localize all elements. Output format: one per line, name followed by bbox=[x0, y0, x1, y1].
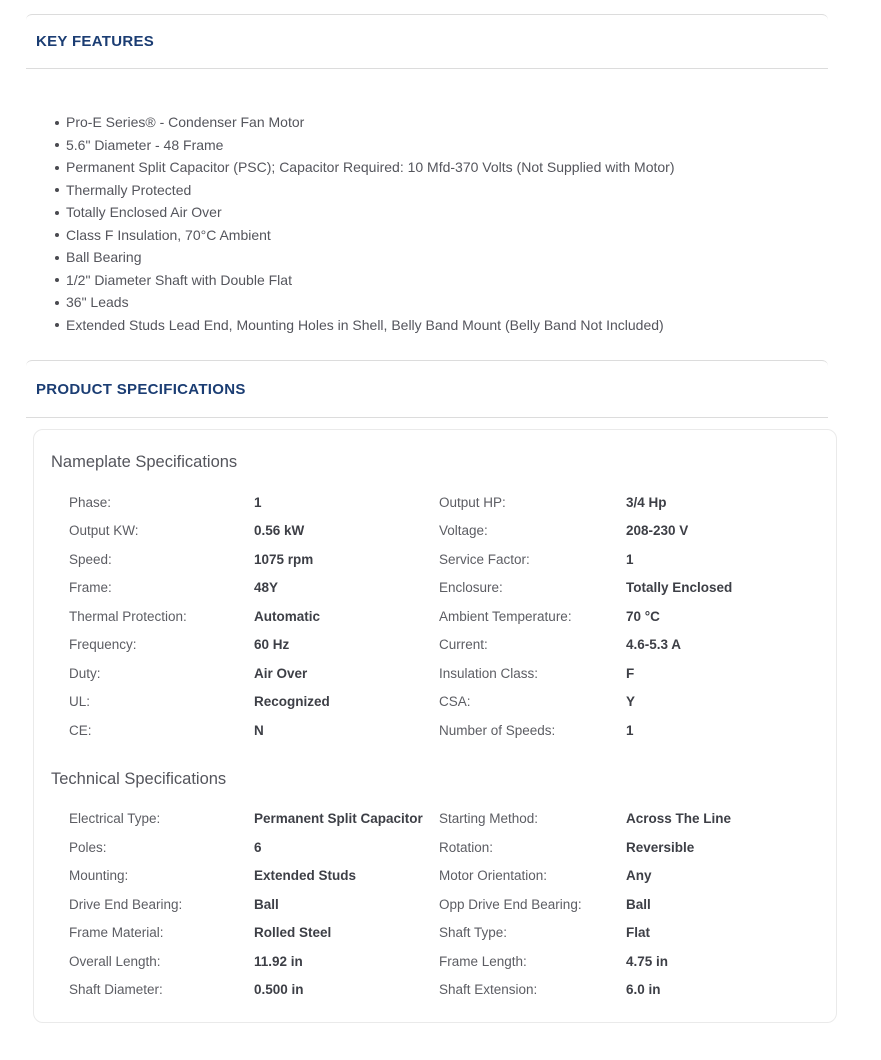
spec-label: Starting Method: bbox=[439, 811, 539, 827]
spec-value: Ball bbox=[254, 896, 279, 912]
spec-row bbox=[34, 805, 836, 834]
spec-row bbox=[34, 919, 836, 948]
feature-item: Class F Insulation, 70°C Ambient bbox=[55, 224, 828, 247]
feature-item: 1/2" Diameter Shaft with Double Flat bbox=[55, 269, 828, 292]
spec-label: Frame Length: bbox=[439, 953, 527, 969]
spec-row bbox=[34, 488, 836, 517]
spec-row bbox=[34, 688, 836, 717]
spec-value: Air Over bbox=[254, 665, 308, 681]
spec-label: Voltage: bbox=[439, 523, 488, 539]
spec-value: 48Y bbox=[254, 580, 279, 596]
spec-value: Extended Studs bbox=[254, 868, 357, 884]
product-specifications-header bbox=[26, 361, 828, 418]
spec-value: 60 Hz bbox=[254, 637, 290, 653]
spec-label: Phase: bbox=[69, 494, 112, 510]
spec-row bbox=[34, 659, 836, 688]
spec-table bbox=[34, 805, 836, 1005]
spec-label: Current: bbox=[439, 637, 488, 653]
spec-label: Speed: bbox=[69, 551, 112, 567]
key-features-title: KEY FEATURES bbox=[36, 33, 155, 50]
feature-item: Ball Bearing bbox=[55, 246, 828, 269]
spec-value: Flat bbox=[626, 925, 651, 941]
spec-row bbox=[34, 545, 836, 574]
feature-item: Totally Enclosed Air Over bbox=[55, 201, 828, 224]
spec-value: 208-230 V bbox=[626, 523, 689, 539]
spec-value: Permanent Split Capacitor bbox=[254, 811, 423, 827]
spec-label: Poles: bbox=[69, 839, 107, 855]
spec-label: Service Factor: bbox=[439, 551, 530, 567]
spec-value: F bbox=[626, 665, 635, 681]
spec-row bbox=[34, 976, 836, 1005]
spec-value: Totally Enclosed bbox=[626, 580, 733, 596]
spec-row bbox=[34, 631, 836, 660]
spec-label: Duty: bbox=[69, 665, 101, 681]
spec-row bbox=[34, 833, 836, 862]
spec-value: Reversible bbox=[626, 839, 695, 855]
spec-label: Shaft Extension: bbox=[439, 982, 538, 998]
spec-value: 4.75 in bbox=[626, 953, 669, 969]
key-features-body bbox=[26, 69, 828, 360]
spec-label: Electrical Type: bbox=[69, 811, 161, 827]
spec-label: Mounting: bbox=[69, 868, 129, 884]
feature-item: 36" Leads bbox=[55, 291, 828, 314]
spec-value: 1075 rpm bbox=[254, 551, 314, 567]
spec-value: Rolled Steel bbox=[254, 925, 332, 941]
feature-item: Pro-E Series® - Condenser Fan Motor bbox=[55, 111, 828, 134]
spec-value: 11.92 in bbox=[254, 953, 303, 969]
feature-item: Extended Studs Lead End, Mounting Holes in Shell, Belly Band Mount (Belly Band Not Included) bbox=[55, 314, 828, 337]
spec-row bbox=[34, 947, 836, 976]
feature-item: Permanent Split Capacitor (PSC); Capacitor Required: 10 Mfd-370 Volts (Not Supplied with Motor) bbox=[55, 156, 828, 179]
spec-row bbox=[34, 862, 836, 891]
spec-label: Number of Speeds: bbox=[439, 722, 556, 738]
key-features-header bbox=[26, 15, 828, 69]
spec-row bbox=[34, 517, 836, 546]
specs-box bbox=[33, 429, 837, 1023]
spec-label: Thermal Protection: bbox=[69, 608, 187, 624]
spec-section-title: Nameplate Specifications bbox=[51, 453, 238, 471]
spec-label: Drive End Bearing: bbox=[69, 896, 183, 912]
spec-value: 6 bbox=[254, 839, 262, 855]
spec-label: Rotation: bbox=[439, 839, 494, 855]
spec-row bbox=[34, 890, 836, 919]
spec-label: Ambient Temperature: bbox=[439, 608, 572, 624]
spec-value: 1 bbox=[254, 494, 262, 510]
spec-value: 1 bbox=[626, 551, 634, 567]
key-features-section bbox=[26, 14, 828, 360]
spec-label: Frame: bbox=[69, 580, 112, 596]
spec-label: Frame Material: bbox=[69, 925, 164, 941]
product-specifications-title: PRODUCT SPECIFICATIONS bbox=[36, 380, 246, 398]
spec-value: 0.56 kW bbox=[254, 523, 305, 539]
spec-label: Motor Orientation: bbox=[439, 868, 548, 884]
spec-value: 70 °C bbox=[626, 608, 660, 624]
spec-label: UL: bbox=[69, 694, 91, 710]
spec-label: Overall Length: bbox=[69, 953, 161, 969]
spec-row bbox=[34, 716, 836, 745]
key-features-list bbox=[55, 111, 828, 336]
spec-label: CE: bbox=[69, 722, 92, 738]
feature-item: Thermally Protected bbox=[55, 179, 828, 202]
feature-item: 5.6" Diameter - 48 Frame bbox=[55, 134, 828, 157]
spec-value: 4.6-5.3 A bbox=[626, 637, 682, 653]
spec-row bbox=[34, 602, 836, 631]
spec-value: N bbox=[254, 722, 264, 738]
spec-value: 3/4 Hp bbox=[626, 494, 667, 510]
spec-value: Ball bbox=[626, 896, 651, 912]
spec-value: 6.0 in bbox=[626, 982, 661, 998]
spec-label: Insulation Class: bbox=[439, 665, 539, 681]
spec-label: Shaft Diameter: bbox=[69, 982, 163, 998]
spec-value: 1 bbox=[626, 722, 634, 738]
spec-value: Across The Line bbox=[626, 811, 732, 827]
spec-label: Frequency: bbox=[69, 637, 137, 653]
spec-section-title: Technical Specifications bbox=[51, 769, 227, 788]
spec-label: CSA: bbox=[439, 694, 471, 710]
spec-label: Shaft Type: bbox=[439, 925, 508, 941]
spec-table bbox=[34, 488, 836, 745]
spec-row bbox=[34, 574, 836, 603]
product-specifications-section bbox=[26, 360, 828, 418]
spec-value: 0.500 in bbox=[254, 982, 304, 998]
spec-label: Output KW: bbox=[69, 523, 139, 539]
spec-label: Output HP: bbox=[439, 494, 506, 510]
spec-value: Automatic bbox=[254, 608, 321, 624]
spec-value: Y bbox=[626, 694, 636, 710]
spec-value: Any bbox=[626, 868, 652, 884]
spec-value: Recognized bbox=[254, 694, 330, 710]
spec-label: Opp Drive End Bearing: bbox=[439, 896, 582, 912]
spec-label: Enclosure: bbox=[439, 580, 503, 596]
